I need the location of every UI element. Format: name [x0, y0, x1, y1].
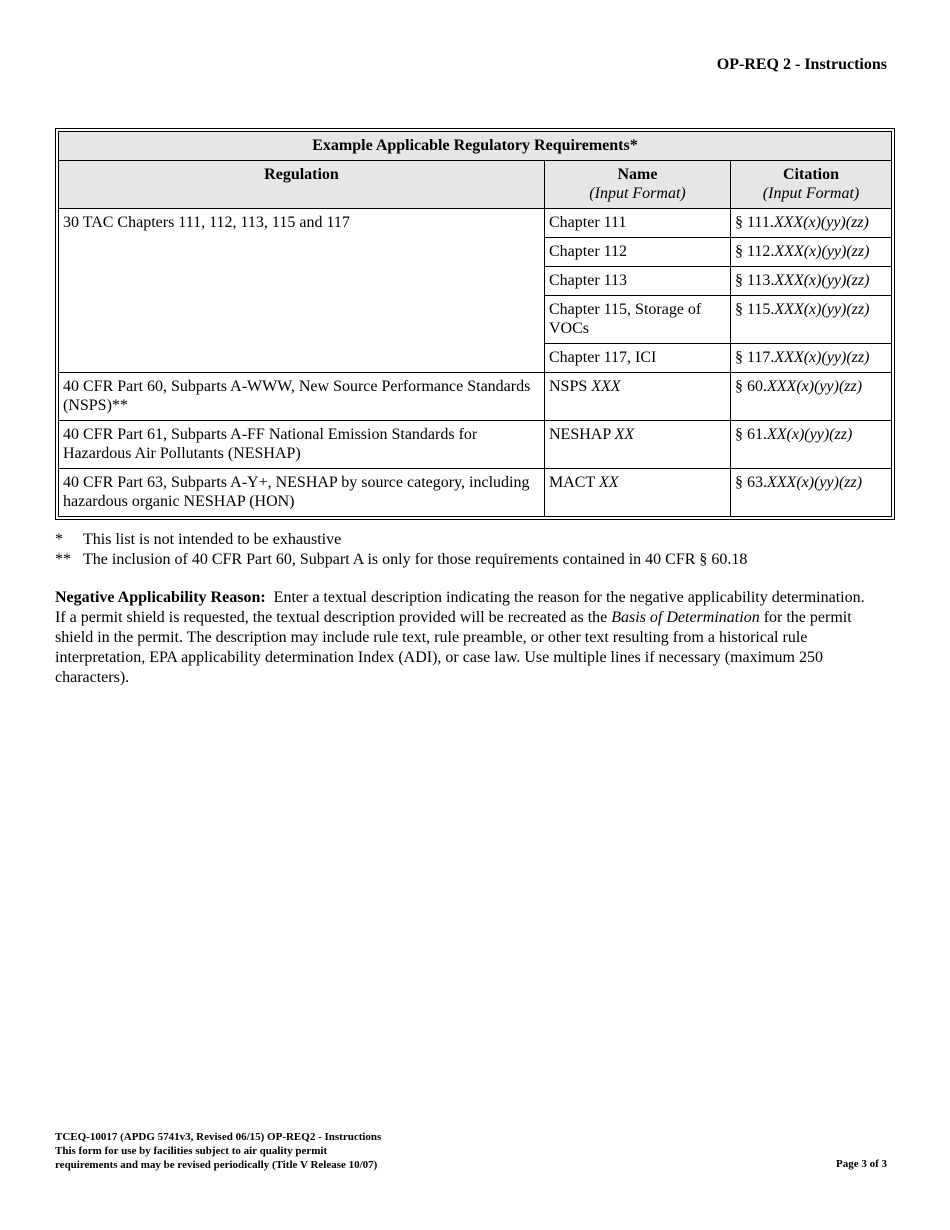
citation-cell: § 117.XXX(x)(yy)(zz)	[731, 344, 892, 373]
footnote: ** The inclusion of 40 CFR Part 60, Subpart A is only for those requirements contained in 40 CFR § 60.18	[55, 551, 748, 568]
page-number: Page 3 of 3	[835, 1158, 887, 1170]
citation-cell: § 60.XXX(x)(yy)(zz)	[731, 373, 892, 421]
citation-cell: § 113.XXX(x)(yy)(zz)	[731, 267, 892, 296]
name-cell: Chapter 112	[545, 238, 731, 267]
table-footnotes	[55, 530, 895, 570]
table-caption: Example Applicable Regulatory Requirements*	[59, 132, 892, 161]
citation-cell: § 63.XXX(x)(yy)(zz)	[731, 469, 892, 517]
name-cell: Chapter 111	[545, 209, 731, 238]
name-cell: Chapter 113	[545, 267, 731, 296]
name-cell: Chapter 117, ICI	[545, 344, 731, 373]
name-cell: Chapter 115, Storage of VOCs	[545, 296, 731, 344]
citation-cell: § 112.XXX(x)(yy)(zz)	[731, 238, 892, 267]
footer-form-info: TCEQ-10017 (APDG 5741v3, Revised 06/15) OP-REQ2 - Instructions This form for use by facilities subject to air quality permit requirements and may be revised periodically (Title V Release 10/07)	[55, 1131, 382, 1171]
table-row	[59, 209, 892, 238]
column-header-citation: Citation (Input Format)	[731, 161, 892, 209]
citation-cell: § 111.XXX(x)(yy)(zz)	[731, 209, 892, 238]
reason-label: Negative Applicability Reason:	[55, 589, 266, 606]
regulation-cell: 30 TAC Chapters 111, 112, 113, 115 and 117	[59, 209, 545, 373]
name-cell: NSPS XXX	[545, 373, 731, 421]
citation-cell: § 61.XX(x)(yy)(zz)	[731, 421, 892, 469]
regulation-cell: 40 CFR Part 61, Subparts A-FF National Emission Standards for Hazardous Air Pollutants (NESHAP)	[59, 421, 545, 469]
table-row	[59, 421, 892, 469]
page-header-title: OP-REQ 2 - Instructions	[716, 56, 887, 73]
name-cell: NESHAP XX	[545, 421, 731, 469]
regulatory-requirements-table	[55, 128, 895, 520]
column-header-name: Name (Input Format)	[545, 161, 731, 209]
name-cell: MACT XX	[545, 469, 731, 517]
regulation-cell: 40 CFR Part 63, Subparts A-Y+, NESHAP by source category, including hazardous organic NESHAP (HON)	[59, 469, 545, 517]
negative-applicability-reason-paragraph: Negative Applicability Reason: Enter a textual description indicating the reason for the negative applicability determination. If a permit shield is requested, the textual description provided will be recreated as the Basis of Determination for the permit shield in the permit. The description may include rule text, rule preamble, or other text resulting from a historical rule interpretation, EPA applicability determination Index (ADI), or case law. Use multiple lines if necessary (maximum 250 characters).	[55, 589, 865, 686]
regulation-cell: 40 CFR Part 60, Subparts A-WWW, New Source Performance Standards (NSPS)**	[59, 373, 545, 421]
table-row	[59, 469, 892, 517]
column-header-regulation: Regulation	[59, 161, 545, 209]
citation-cell: § 115.XXX(x)(yy)(zz)	[731, 296, 892, 344]
footnote: * This list is not intended to be exhaustive	[55, 531, 342, 548]
table-row	[59, 373, 892, 421]
